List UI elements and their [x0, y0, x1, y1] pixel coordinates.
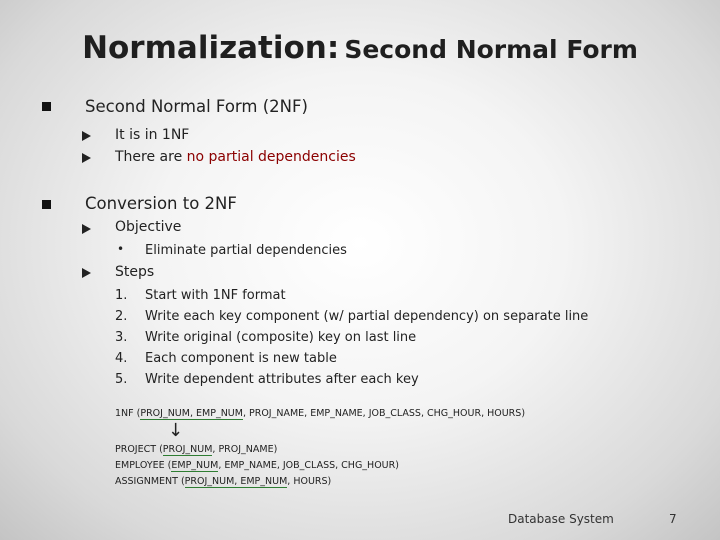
- square-bullet-icon: [42, 102, 51, 111]
- assignment-relation: [115, 476, 331, 487]
- key-attribute: PROJ_NUM: [162, 444, 213, 455]
- step-number: 3.: [115, 330, 128, 345]
- step-text: Start with 1NF format: [145, 288, 286, 303]
- objective-label: Objective: [115, 219, 182, 235]
- objective-text: Eliminate partial dependencies: [145, 243, 347, 258]
- section-heading-conversion: Conversion to 2NF: [85, 194, 237, 213]
- relation-prefix: EMPLOYEE (: [115, 460, 172, 471]
- step-item: [115, 372, 588, 393]
- relation-rest: , PROJ_NAME): [212, 444, 278, 455]
- title-sub: Second Normal Form: [344, 35, 638, 64]
- employee-relation: [115, 460, 399, 471]
- title-main: Normalization:: [82, 30, 340, 66]
- key-attribute: EMP_NUM: [240, 476, 288, 487]
- relation-prefix: 1NF (: [115, 408, 141, 419]
- step-text: Write dependent attributes after each key: [145, 372, 419, 387]
- step-item: [115, 351, 588, 372]
- step-text: Write original (composite) key on last line: [145, 330, 417, 345]
- arrow-down-icon: ↓: [168, 420, 184, 441]
- relation-rest: , PROJ_NAME, EMP_NAME, JOB_CLASS, CHG_HOUR, HOURS): [242, 408, 526, 419]
- step-number: 4.: [115, 351, 128, 366]
- key-attribute: EMP_NUM: [171, 460, 219, 471]
- step-item: [115, 288, 588, 309]
- steps-list: [115, 288, 588, 393]
- step-item: [115, 309, 588, 330]
- step-text: Write each key component (w/ partial dependency) on separate line: [145, 309, 589, 324]
- item-prefix: There are: [115, 149, 187, 165]
- steps-label: Steps: [115, 264, 155, 280]
- section-heading-2nf: Second Normal Form (2NF): [85, 97, 308, 116]
- footer-course: Database System: [508, 512, 614, 526]
- step-text: Each component is new table: [145, 351, 337, 366]
- page-number: 7: [669, 512, 677, 526]
- relation-prefix: ASSIGNMENT (: [115, 476, 185, 487]
- triangle-bullet-icon: [82, 153, 91, 163]
- key-separator: ,: [234, 476, 241, 487]
- triangle-bullet-icon: [82, 224, 91, 234]
- relation-rest: , EMP_NAME, JOB_CLASS, CHG_HOUR): [218, 460, 399, 471]
- key-separator: ,: [189, 408, 197, 419]
- relation-prefix: PROJECT (: [115, 444, 163, 455]
- list-item: It is in 1NF: [115, 127, 190, 143]
- nf1-relation: [115, 408, 525, 419]
- highlight-text: no partial dependencies: [186, 149, 356, 165]
- square-bullet-icon: [42, 200, 51, 209]
- dot-bullet-icon: •: [117, 242, 125, 256]
- list-item: [115, 149, 356, 165]
- relation-rest: , HOURS): [287, 476, 332, 487]
- project-relation: [115, 444, 277, 455]
- triangle-bullet-icon: [82, 268, 91, 278]
- triangle-bullet-icon: [82, 131, 91, 141]
- step-number: 2.: [115, 309, 128, 324]
- key-attribute: PROJ_NUM: [140, 408, 190, 419]
- step-item: [115, 330, 588, 351]
- slide-title: [0, 30, 720, 66]
- key-attribute: PROJ_NUM: [184, 476, 235, 487]
- step-number: 5.: [115, 372, 128, 387]
- key-attribute: EMP_NUM: [196, 408, 243, 419]
- step-number: 1.: [115, 288, 128, 303]
